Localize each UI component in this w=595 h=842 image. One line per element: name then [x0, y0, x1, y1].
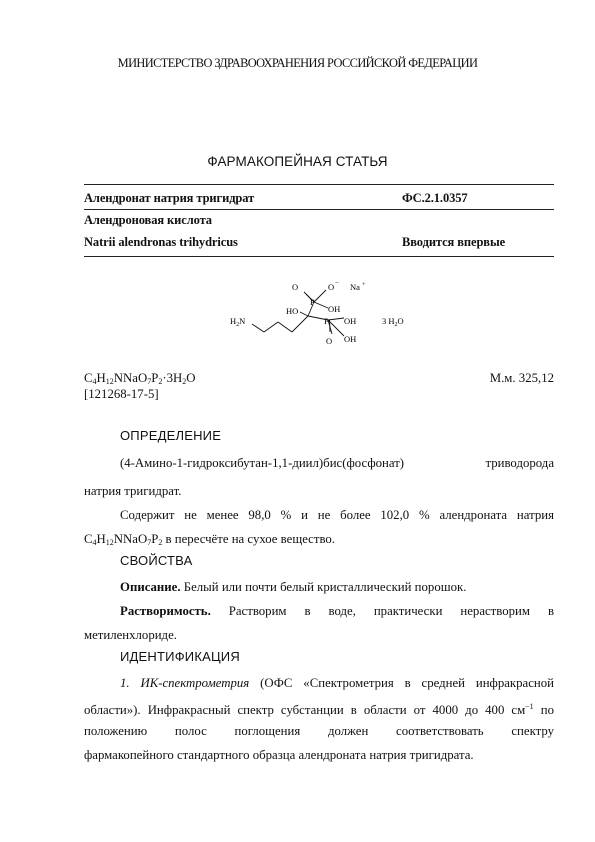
- hydroxyl-bottom-1: OH: [344, 316, 357, 326]
- article-code: ФС.2.1.0357: [402, 191, 468, 205]
- solubility-line-2: метиленхлориде.: [84, 628, 177, 642]
- oxygen-anion: O: [328, 282, 335, 292]
- oxygen-double-bottom: O: [326, 336, 333, 346]
- article-status: Вводится впервые: [402, 235, 506, 249]
- cas-number: [121268-17-5]: [84, 387, 159, 401]
- document-title: ФАРМАКОПЕЙНАЯ СТАТЬЯ: [207, 154, 388, 169]
- sodium-charge: +: [362, 281, 366, 288]
- molecular-mass: М.м. 325,12: [489, 371, 554, 385]
- latin-name: Natrii alendronas trihydricus: [84, 235, 238, 249]
- sodium-label: Na: [350, 282, 360, 292]
- properties-heading: СВОЙСТВА: [120, 553, 193, 568]
- acid-name: Алендроновая кислота: [84, 213, 212, 227]
- identification-heading: ИДЕНТИФИКАЦИЯ: [120, 649, 240, 664]
- water-molecules: 3 $H_2O$: [382, 316, 404, 328]
- definition-line-2: натрия тригидрат.: [84, 484, 182, 498]
- definition-line-1: (4-Амино-1-гидроксибутан-1,1-диил)бис(фосфонат) триводорода: [120, 456, 554, 470]
- structural-formula: [210, 278, 420, 356]
- header-rule-middle: [84, 209, 554, 210]
- phosphorus-top: P: [310, 297, 315, 307]
- article-name: Алендронат натрия тригидрат: [84, 191, 255, 205]
- description-line: Описание. Белый или почти белый кристаллический порошок.: [120, 580, 467, 594]
- ir-line-1: 1. ИК-спектрометрия (ОФС «Спектрометрия в средней инфракрасной: [120, 676, 555, 690]
- ir-line-4: фармакопейного стандартного образца алендроната натрия тригидрата.: [84, 748, 474, 762]
- oxygen-double-top: O: [292, 282, 299, 292]
- amino-group: $H_2N$: [230, 316, 246, 328]
- hydroxyl-bottom-2: OH: [344, 334, 357, 344]
- header-rule-bottom: [84, 256, 554, 257]
- content-line-2: $C_4H_{12}NNaO_7P_2$ в пересчёте на сухое вещество.: [84, 532, 336, 547]
- molecular-formula: $C_4H_{12}NNaO_7P_2\cdot 3H_2O$: [84, 371, 196, 386]
- ministry-header: МИНИСТЕРСТВО ЗДРАВООХРАНЕНИЯ РОССИЙСКОЙ ФЕДЕРАЦИИ: [117, 56, 478, 70]
- hydroxyl-top: OH: [328, 304, 341, 314]
- solubility-line-1: Растворимость. Растворим в воде, практически нерастворим в: [120, 604, 554, 618]
- hydroxyl-ho: HO: [286, 306, 299, 316]
- ir-line-3: положению полос поглощения должен соответствовать спектру: [84, 724, 554, 738]
- ir-line-2: области»). Инфракрасный спектр субстанции в области от 4000 до 400 $см^{-1}$ по: [84, 702, 554, 717]
- anion-charge: −: [335, 279, 339, 287]
- definition-heading: ОПРЕДЕЛЕНИЕ: [120, 428, 222, 443]
- phosphorus-bottom: P: [324, 316, 329, 326]
- header-rule-top: [84, 184, 554, 185]
- content-line-1: Содержит не менее 98,0 % и не более 102,0 % алендроната натрия: [120, 508, 554, 522]
